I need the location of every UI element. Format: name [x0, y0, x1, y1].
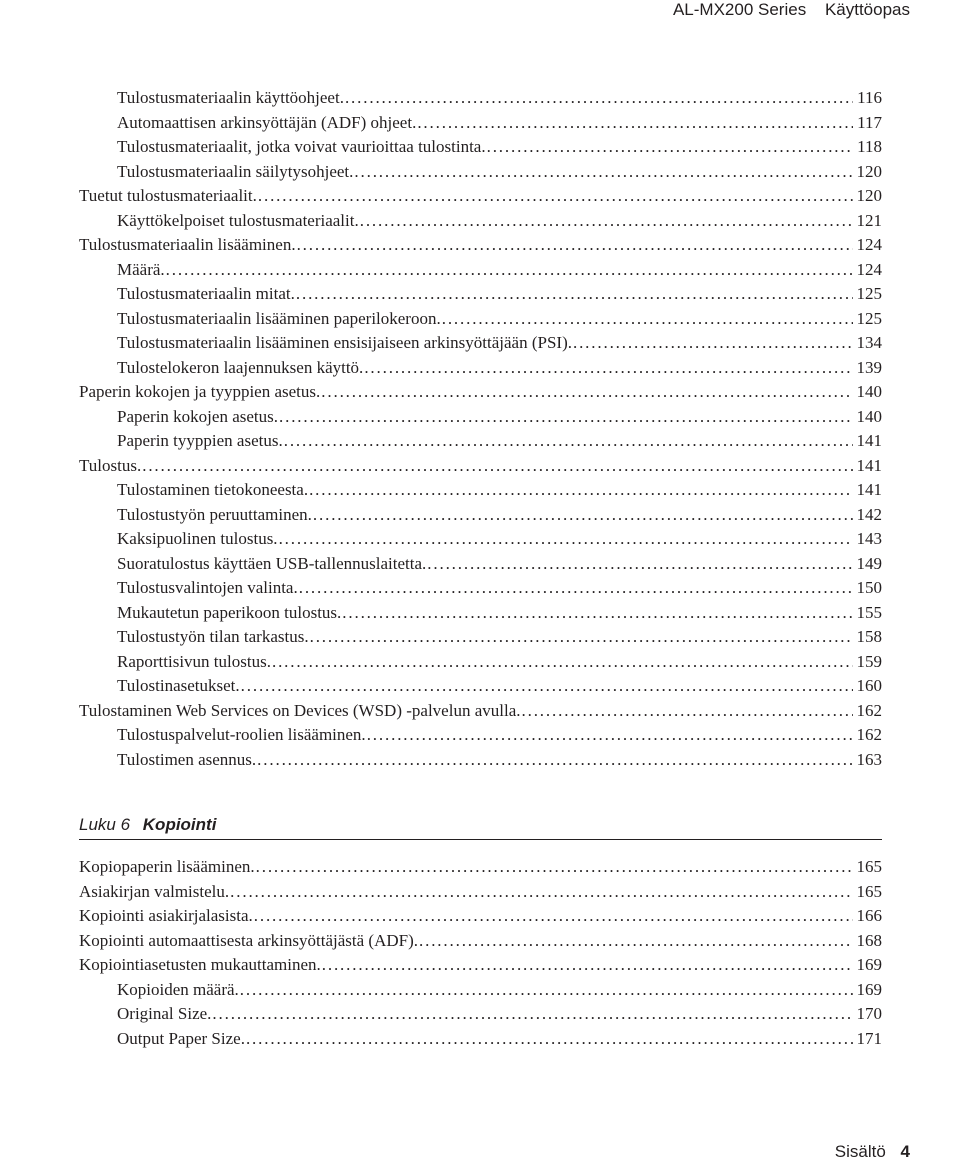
toc-entry-label: Tulostustyön tilan tarkastus. [117, 627, 309, 646]
toc-entry[interactable] [79, 880, 882, 905]
toc-entry-page: 160 [856, 676, 882, 695]
toc-entry-page: 125 [856, 284, 882, 303]
toc-entry[interactable] [79, 184, 882, 209]
toc-entry-page: 162 [856, 700, 882, 720]
toc-leader-dots [417, 111, 853, 136]
toc-entry[interactable] [79, 429, 882, 454]
toc-entry-page: 117 [857, 112, 882, 132]
toc-entry[interactable] [79, 405, 882, 430]
chapter-number: Luku 6 [79, 815, 131, 834]
toc-entry[interactable] [79, 1002, 882, 1027]
toc-leader-dots [442, 307, 853, 332]
toc-entry-label: Tulostus. [79, 455, 142, 475]
toc-leader-dots [427, 552, 852, 577]
toc-entry-page: 163 [856, 749, 882, 769]
toc-entry[interactable] [79, 307, 882, 332]
toc-entry-label: Tulostusmateriaalin mitat. [117, 284, 295, 303]
toc-entry-label: Tulostusmateriaalin lisääminen paperilokeroon. [117, 308, 441, 328]
toc-entry-label: Original Size. [117, 1004, 212, 1023]
toc-entry[interactable] [79, 674, 882, 699]
toc-entry-page: 165 [856, 881, 882, 901]
toc-entry[interactable] [79, 748, 882, 773]
toc-entry-page: 124 [856, 259, 882, 279]
toc-entry-label: Asiakirjan valmistelu. [79, 881, 230, 901]
toc-entry-page: 121 [856, 210, 882, 230]
toc-entry-label: Suoratulostus käyttäen USB-tallennuslaitetta. [117, 553, 427, 573]
toc-entry-page: 143 [856, 529, 882, 548]
toc-leader-dots [296, 282, 853, 307]
toc-entry[interactable] [79, 699, 882, 724]
toc-entry[interactable] [79, 576, 882, 601]
toc-entry-label: Tulostimen asennus. [117, 749, 257, 769]
toc-entry-label: Raporttisivun tulostus. [117, 651, 271, 671]
toc-leader-dots [279, 405, 853, 430]
toc-entry-page: 139 [856, 357, 882, 377]
toc-entry-label: Tulostusmateriaalin käyttöohjeet. [117, 88, 344, 107]
toc-entry-label: Paperin kokojen asetus. [117, 406, 278, 426]
toc-entry-page: 169 [856, 955, 882, 974]
toc-entry-page: 141 [856, 455, 882, 475]
toc-entry-page: 169 [856, 979, 882, 999]
toc-leader-dots [360, 209, 853, 234]
toc-entry-page: 118 [857, 137, 882, 156]
toc-entry[interactable] [79, 454, 882, 479]
toc-entry-label: Kopiointi asiakirjalasista. [79, 906, 253, 925]
toc-entry-page: 168 [856, 930, 882, 950]
toc-entry-label: Tulostusmateriaalin lisääminen. [79, 235, 296, 254]
toc-entry[interactable] [79, 625, 882, 650]
toc-entry-label: Kopioiden määrä. [117, 979, 239, 999]
toc-list-part1 [79, 86, 882, 772]
toc-leader-dots [246, 1027, 853, 1052]
toc-leader-dots [257, 748, 852, 773]
toc-entry-label: Output Paper Size. [117, 1028, 245, 1048]
toc-entry[interactable] [79, 904, 882, 929]
toc-entry-page: 142 [856, 504, 882, 524]
toc-leader-dots [573, 331, 853, 356]
product-name: AL-MX200 Series [672, 0, 807, 19]
toc-entry-label: Tulostuspalvelut-roolien lisääminen. [117, 725, 366, 744]
toc-entry[interactable] [79, 135, 882, 160]
toc-leader-dots [254, 904, 853, 929]
toc-entry-label: Automaattisen arkinsyöttäjän (ADF) ohjeet. [117, 112, 417, 132]
toc-entry-label: Tulostusmateriaalit, jotka voivat vaurioittaa tulostinta. [117, 137, 486, 156]
toc-entry-page: 149 [856, 553, 882, 573]
toc-entry-page: 170 [856, 1004, 882, 1023]
toc-entry[interactable] [79, 282, 882, 307]
toc-entry[interactable] [79, 855, 882, 880]
toc-entry-label: Tulostusmateriaalin säilytysohjeet. [117, 161, 354, 181]
toc-entry-label: Määrä. [117, 259, 165, 279]
toc-leader-dots [342, 601, 852, 626]
toc-entry-label: Tulostustyön peruuttaminen. [117, 504, 312, 524]
toc-leader-dots [212, 1002, 852, 1027]
toc-entry-page: 140 [856, 406, 882, 426]
toc-leader-dots [258, 184, 853, 209]
page-header [673, 0, 910, 20]
toc-leader-dots [345, 86, 853, 111]
toc-list-part2 [79, 855, 882, 1051]
chapter-heading [79, 814, 882, 840]
toc-leader-dots [241, 674, 853, 699]
toc-entry[interactable] [79, 380, 882, 405]
toc-entry-page: 140 [856, 382, 882, 401]
toc-entry-label: Mukautetun paperikoon tulostus. [117, 602, 342, 622]
toc-entry[interactable] [79, 503, 882, 528]
toc-entry[interactable] [79, 650, 882, 675]
toc-entry-label: Tulostaminen tietokoneesta. [117, 480, 309, 499]
footer-section: Sisältö [834, 1142, 886, 1161]
toc-entry-page: 158 [856, 627, 882, 646]
page-footer [835, 1142, 910, 1162]
toc-entry[interactable] [79, 527, 882, 552]
toc-entry-page: 165 [856, 857, 882, 876]
toc-entry-page: 134 [856, 333, 882, 352]
toc-entry[interactable] [79, 723, 882, 748]
toc-leader-dots [272, 650, 853, 675]
toc-entry[interactable] [79, 209, 882, 234]
toc-leader-dots [419, 929, 853, 954]
toc-leader-dots [309, 478, 852, 503]
toc-entry-page: 141 [856, 431, 882, 450]
toc-entry[interactable] [79, 929, 882, 954]
toc-entry-page: 125 [856, 308, 882, 328]
toc-entry-label: Kaksipuolinen tulostus. [117, 529, 278, 548]
toc-entry-page: 141 [856, 480, 882, 499]
toc-entry-label: Tulostinasetukset. [117, 676, 240, 695]
toc-entry-page: 124 [856, 235, 882, 254]
toc-leader-dots [354, 160, 852, 185]
toc-leader-dots [142, 454, 852, 479]
toc-entry-label: Kopiointiasetusten mukauttaminen. [79, 955, 321, 974]
footer-page-number: 4 [900, 1142, 910, 1161]
toc-entry-page: 120 [856, 161, 882, 181]
toc-entry[interactable] [79, 86, 882, 111]
toc-entry-label: Tulostusmateriaalin lisääminen ensisijaiseen arkinsyöttäjään (PSI). [117, 333, 572, 352]
toc-leader-dots [297, 233, 853, 258]
guide-name: Käyttöopas [824, 0, 910, 19]
toc-entry[interactable] [79, 978, 882, 1003]
toc-entry-page: 166 [856, 906, 882, 925]
toc-entry[interactable] [79, 356, 882, 381]
toc-entry[interactable] [79, 258, 882, 283]
toc-leader-dots [321, 380, 852, 405]
toc-entry-label: Tulostelokeron laajennuksen käyttö. [117, 357, 364, 377]
toc-entry-label: Kopiopaperin lisääminen. [79, 857, 255, 876]
toc-entry-label: Tulostusvalintojen valinta. [117, 578, 298, 597]
toc-entry[interactable] [79, 233, 882, 258]
toc-leader-dots [284, 429, 853, 454]
toc-leader-dots [364, 356, 852, 381]
toc-entry-page: 155 [856, 602, 882, 622]
toc-leader-dots [322, 953, 853, 978]
toc-entry[interactable] [79, 478, 882, 503]
toc-leader-dots [166, 258, 853, 283]
toc-entry-page: 150 [856, 578, 882, 597]
toc-entry-page: 159 [856, 651, 882, 671]
toc-entry[interactable] [79, 552, 882, 577]
toc-entry-label: Kopiointi automaattisesta arkinsyöttäjästä (ADF). [79, 930, 418, 950]
toc-leader-dots [310, 625, 853, 650]
toc-leader-dots [487, 135, 854, 160]
toc-leader-dots [522, 699, 853, 724]
toc-leader-dots [230, 880, 852, 905]
toc-entry-page: 120 [856, 186, 882, 205]
toc-entry[interactable] [79, 601, 882, 626]
toc-leader-dots [279, 527, 853, 552]
toc-entry-page: 162 [856, 725, 882, 744]
toc-entry-page: 171 [856, 1028, 882, 1048]
toc-entry-label: Paperin kokojen ja tyyppien asetus. [79, 382, 321, 401]
toc-entry[interactable] [79, 331, 882, 356]
toc-entry[interactable] [79, 160, 882, 185]
toc-entry[interactable] [79, 1027, 882, 1052]
toc-entry-label: Tuetut tulostusmateriaalit. [79, 186, 257, 205]
toc-entry-label: Paperin tyyppien asetus. [117, 431, 283, 450]
toc-leader-dots [299, 576, 853, 601]
toc-entry-page: 116 [857, 88, 882, 107]
toc-leader-dots [256, 855, 853, 880]
toc-entry-label: Käyttökelpoiset tulostusmateriaalit. [117, 210, 359, 230]
toc-entry[interactable] [79, 111, 882, 136]
toc-entry-label: Tulostaminen Web Services on Devices (WSD) -palvelun avulla. [79, 700, 521, 720]
toc-leader-dots [240, 978, 853, 1003]
chapter-title[interactable]: Kopiointi [142, 815, 217, 834]
toc-leader-dots [367, 723, 853, 748]
toc-entry[interactable] [79, 953, 882, 978]
toc-leader-dots [313, 503, 853, 528]
